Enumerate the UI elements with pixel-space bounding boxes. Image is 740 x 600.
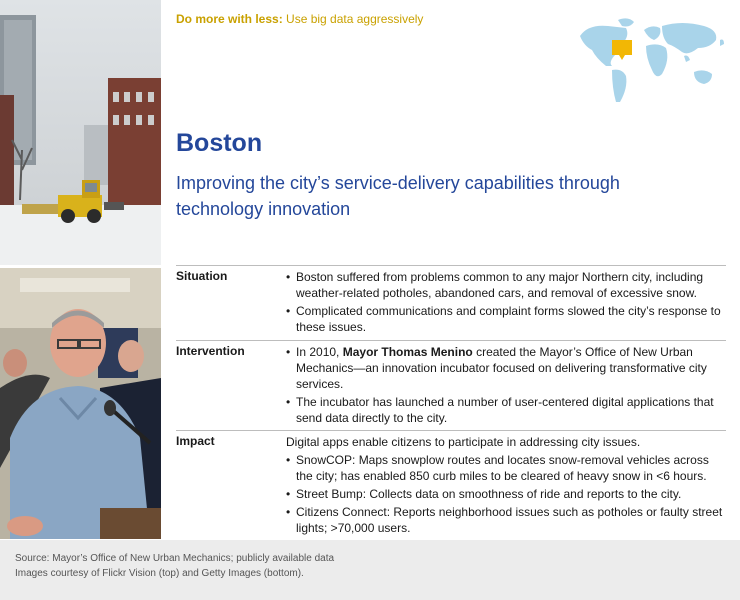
row-situation <box>176 265 726 340</box>
mayor-photo <box>0 268 161 539</box>
world-map <box>578 14 726 106</box>
row-content <box>286 434 726 538</box>
image-credit: Images courtesy of Flickr Vision (top) and Getty Images (bottom). <box>15 568 304 579</box>
page-title: Boston <box>176 129 263 157</box>
bullet-text: In 2010, <box>296 345 343 359</box>
snow-street-photo <box>0 0 161 265</box>
row-label: Impact <box>176 434 215 448</box>
impact-intro: Digital apps enable citizens to participate in addressing city issues. <box>286 435 641 449</box>
footer <box>0 540 740 600</box>
eyebrow-lead: Do more with less: <box>176 12 283 26</box>
case-table <box>176 265 726 539</box>
row-label: Situation <box>176 269 228 283</box>
bullet-text: created the Mayor’s Office of New Urban Mechanics—an innovation incubator focused on delivering transformative city services. <box>296 345 707 391</box>
bullet-item: • Boston suffered from problems common to any major Northern city, including weather-related potholes, abandoned cars, and removal of excessive snow. <box>286 269 726 301</box>
row-intervention <box>176 340 726 430</box>
source-note: Source: Mayor’s Office of New Urban Mechanics; publicly available data <box>15 553 335 564</box>
row-label: Intervention <box>176 344 245 358</box>
page-subtitle: Improving the city’s service-delivery capabilities through technology innovation <box>176 173 620 219</box>
bullet-item: • Complicated communications and complaint forms slowed the city’s response to these issues. <box>286 303 726 335</box>
row-impact <box>176 430 726 539</box>
mayor-name: Mayor Thomas Menino <box>342 345 473 359</box>
bullet-item: • Street Bump: Collects data on smoothness of ride and reports to the city. <box>286 486 726 502</box>
row-content <box>286 344 726 428</box>
row-content <box>286 269 726 337</box>
bullet-item: • The incubator has launched a number of user-centered digital applications that send data directly to the city. <box>286 394 726 426</box>
section-eyebrow <box>176 12 423 26</box>
bullet-item: • Citizens Connect: Reports neighborhood issues such as potholes or faulty street lights; >70,000 users. <box>286 504 726 536</box>
bullet-item <box>286 344 726 392</box>
eyebrow-text: Use big data aggressively <box>282 12 424 26</box>
bullet-item: • SnowCOP: Maps snowplow routes and locates snow-removal vehicles across the city; has enabled 850 curb miles to be cleared of heavy snow in <6 hours. <box>286 452 726 484</box>
